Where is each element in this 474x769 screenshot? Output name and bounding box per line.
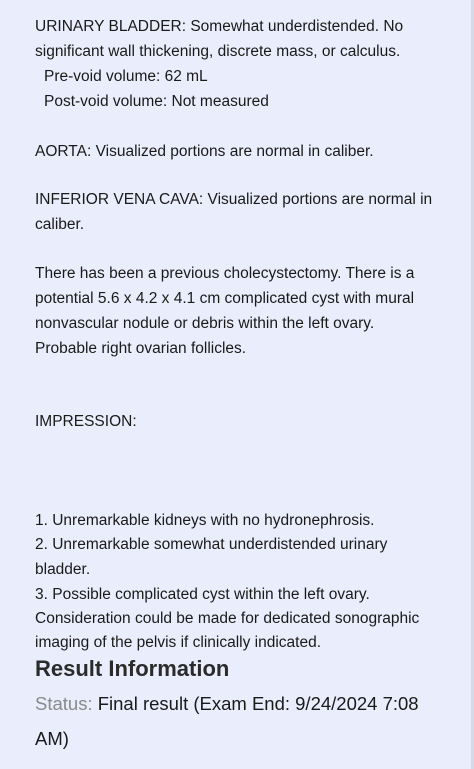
postvoid-volume: Post-void volume: Not measured <box>44 93 269 110</box>
status-value: Final result (Exam End: 9/24/2024 7:08 <box>97 693 419 714</box>
status-label: Status: <box>35 693 93 714</box>
impression-item-2-line-1: 2. Unremarkable somewhat underdistended urinary <box>35 536 388 553</box>
impression-item-3-line-1: 3. Possible complicated cyst within the left ovary. <box>35 586 370 603</box>
impression-item-1: 1. Unremarkable kidneys with no hydronephrosis. <box>35 512 375 529</box>
findings-line-4: Probable right ovarian follicles. <box>35 340 247 357</box>
ivc-line-1: INFERIOR VENA CAVA: Visualized portions are normal in <box>35 191 433 208</box>
status-value-continued: AM) <box>35 728 69 749</box>
findings-line-2: potential 5.6 x 4.2 x 4.1 cm complicated cyst with mural <box>35 290 415 307</box>
prevoid-volume: Pre-void volume: 62 mL <box>44 68 208 85</box>
impression-item-2-line-2: bladder. <box>35 561 91 578</box>
ivc-line-2: caliber. <box>35 216 85 233</box>
status-line <box>35 692 419 716</box>
bladder-line-2: significant wall thickening, discrete mass, or calculus. <box>35 43 401 60</box>
impression-heading: IMPRESSION: <box>35 413 137 430</box>
bladder-line-1: URINARY BLADDER: Somewhat underdistended. No <box>35 18 404 35</box>
impression-item-3-line-3: imaging of the pelvis if clinically indicated. <box>35 634 322 651</box>
result-information-heading: Result Information <box>35 656 230 681</box>
impression-item-3-line-2: Consideration could be made for dedicated sonographic <box>35 610 420 627</box>
aorta-finding: AORTA: Visualized portions are normal in caliber. <box>35 143 374 160</box>
findings-line-1: There has been a previous cholecystectomy. There is a <box>35 265 415 282</box>
findings-line-3: nonvascular nodule or debris within the left ovary. <box>35 315 375 332</box>
